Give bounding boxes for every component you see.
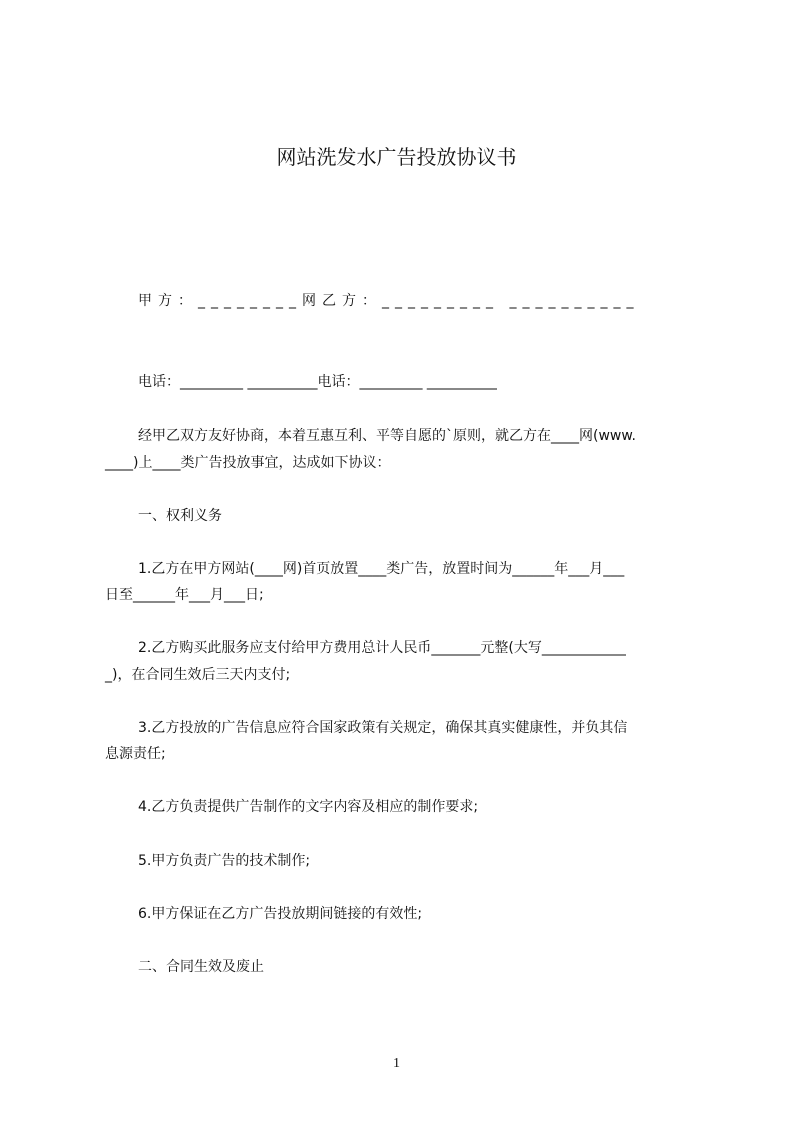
intro-paragraph-line-2: ____)上____类广告投放事宜，达成如下协议：: [105, 455, 391, 471]
clause-1-line-2: 日至______年___月___日;: [105, 587, 264, 603]
clause-3-line-1: 3.乙方投放的广告信息应符合国家政策有关规定，确保其真实健康性，并负其信: [138, 720, 628, 736]
clause-2-line-2: _)，在合同生效后三天内支付;: [105, 667, 291, 683]
parties-line: 甲方：________网乙方：_________ __________: [138, 293, 640, 309]
clause-6: 6.甲方保证在乙方广告投放期间链接的有效性;: [138, 906, 423, 922]
section-1-heading: 一、权利义务: [138, 508, 222, 524]
clause-3-line-2: 息源责任;: [105, 746, 166, 762]
clause-5: 5.甲方负责广告的技术制作;: [138, 853, 311, 869]
phones-line: 电话：_________ __________电话：_________ __________: [138, 374, 497, 390]
clause-1-line-1: 1.乙方在甲方网站(____网)首页放置____类广告，放置时间为______年___月___: [138, 561, 625, 577]
clause-2-line-1: 2.乙方购买此服务应支付给甲方费用总计人民币_______元整(大写____________: [138, 640, 626, 656]
page-number: 1: [393, 1056, 400, 1071]
intro-paragraph-line-1: 经甲乙双方友好协商，本着互惠互利、平等自愿的`原则，就乙方在____网(www.: [138, 428, 636, 444]
section-2-heading: 二、合同生效及废止: [138, 959, 264, 975]
clause-4: 4.乙方负责提供广告制作的文字内容及相应的制作要求;: [138, 799, 479, 815]
document-title: 网站洗发水广告投放协议书: [276, 145, 517, 169]
